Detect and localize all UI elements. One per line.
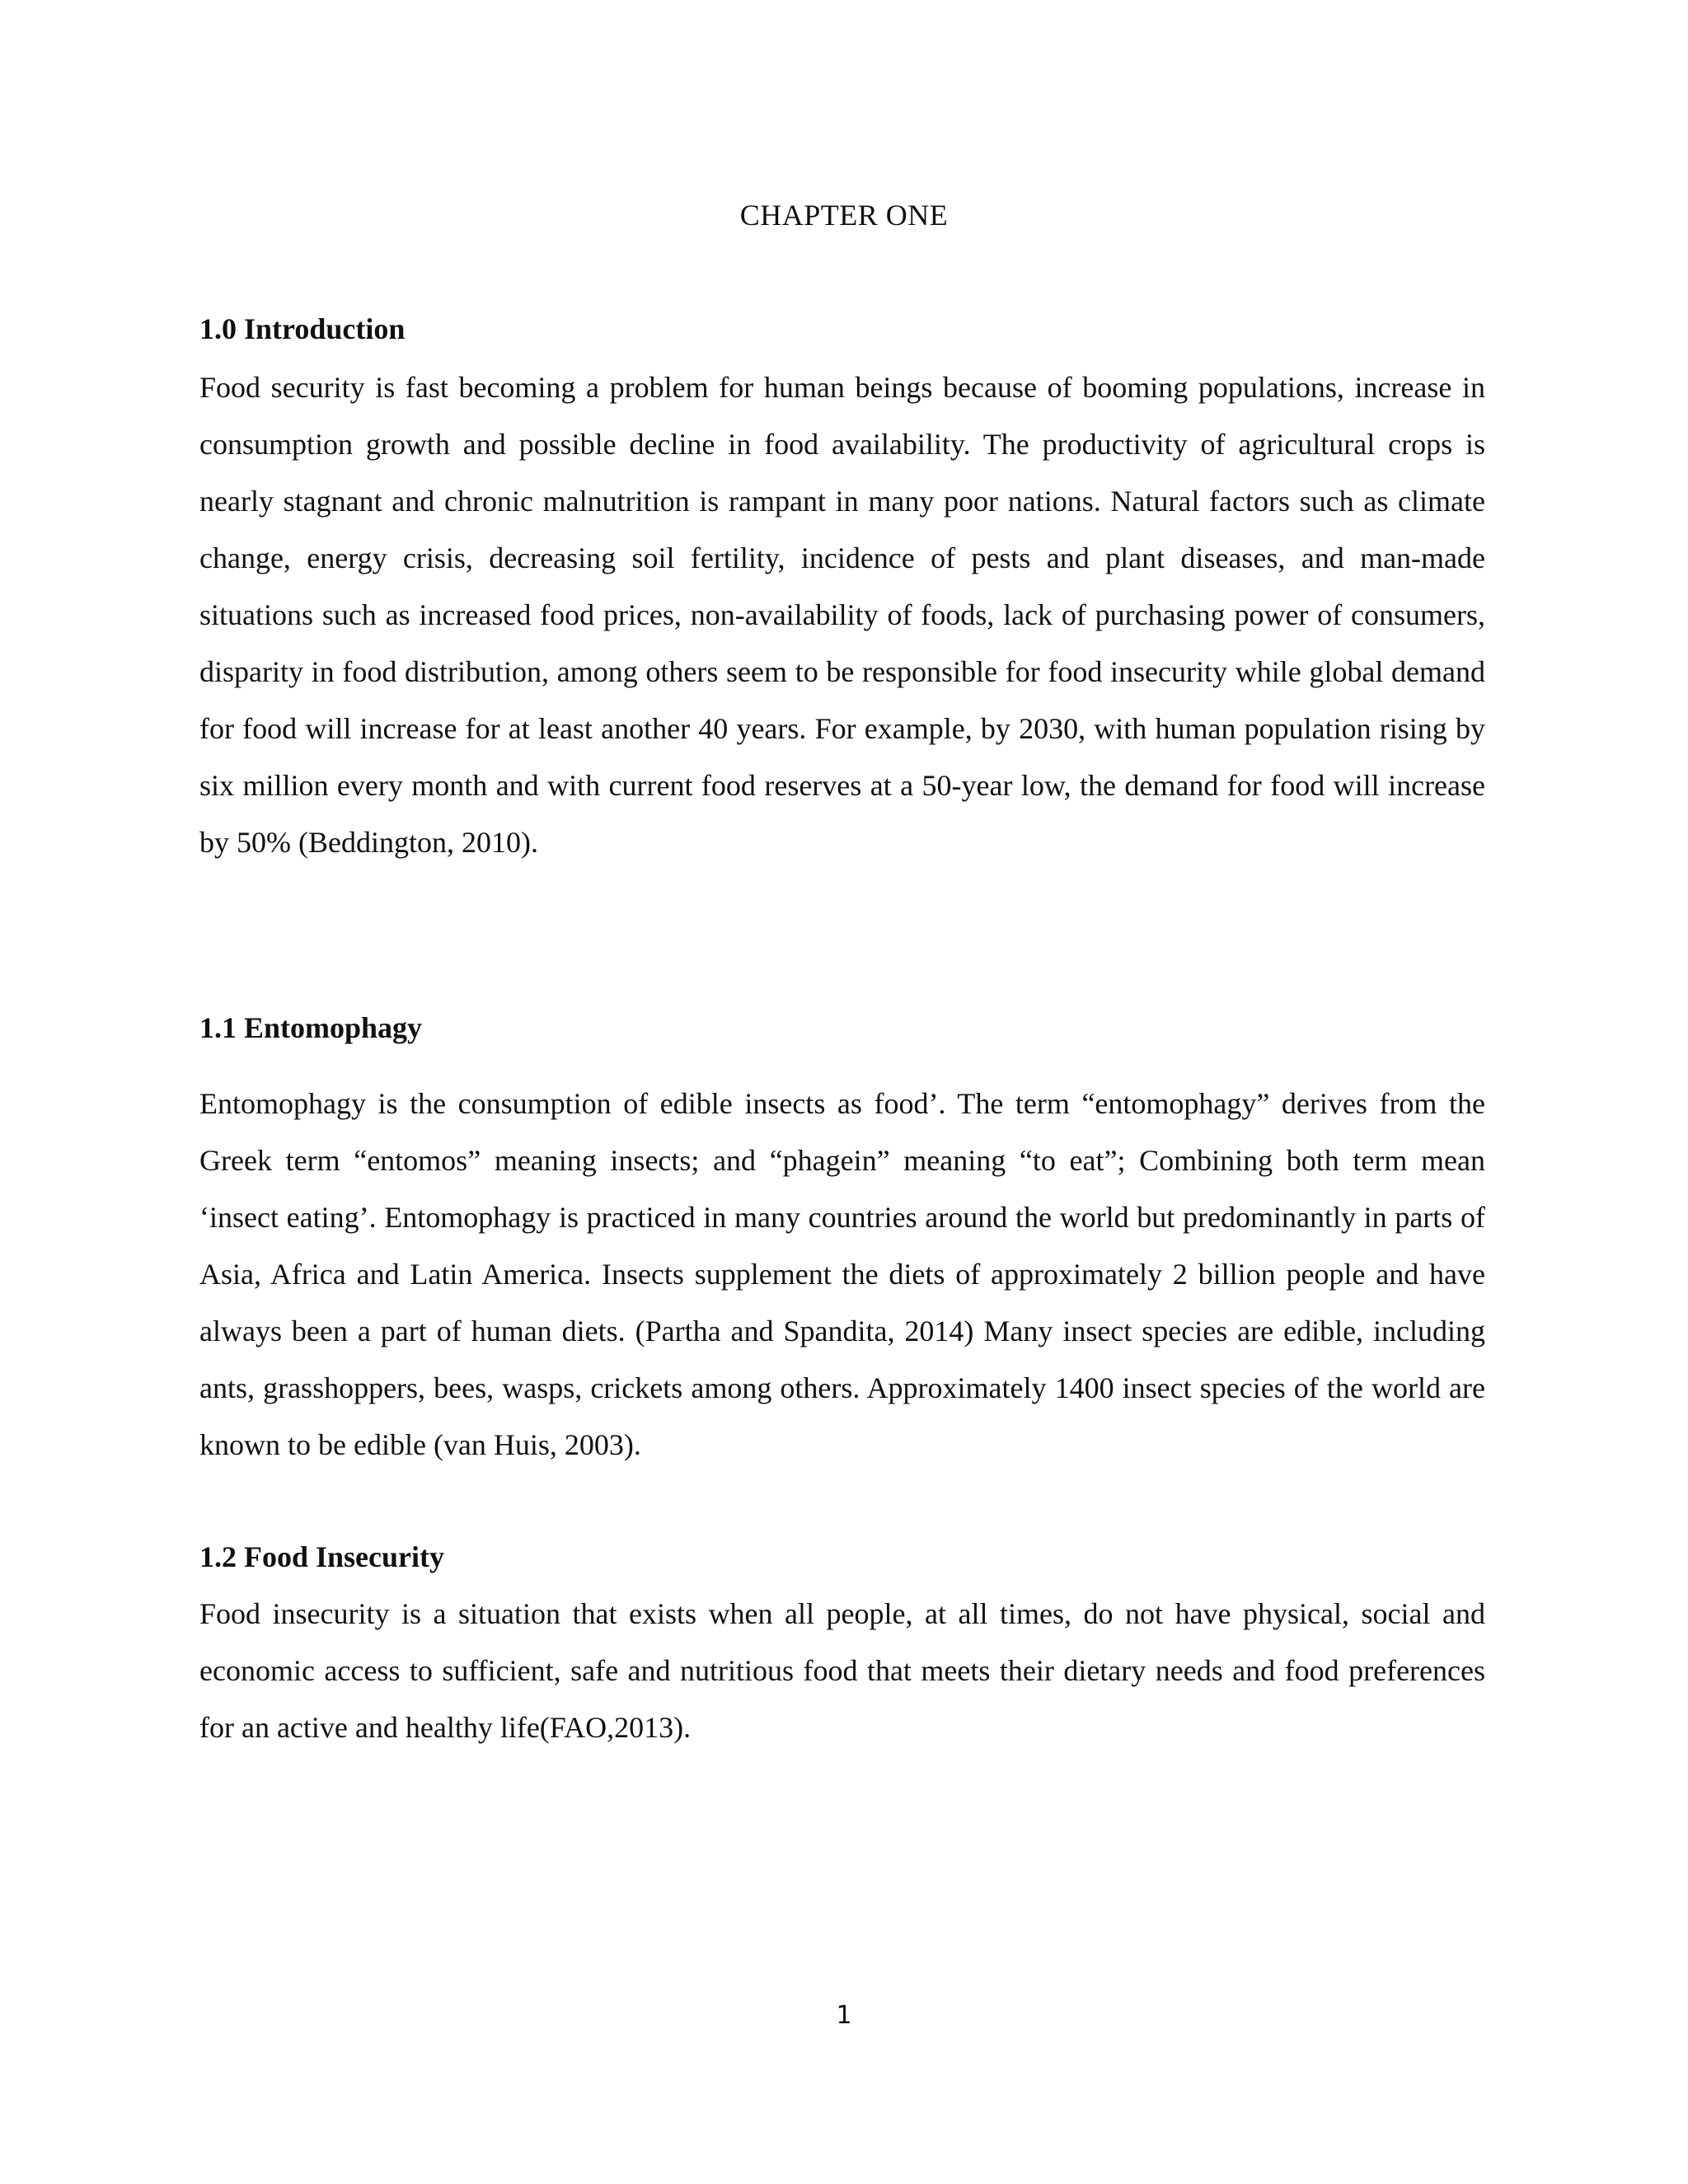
section-body-entomophagy: Entomophagy is the consumption of edible insects as food’. The term “entomophagy” derives from the Greek term “entomos” meaning insects; and “phagein” meaning “to eat”; Combining both term mean ‘insect eating’. Entomophagy is practiced in many countries around the world but predominantly in parts of Asia, Africa and Latin America. Insects supplement the diets of approximately 2 billion people and have always been a part of human diets. (Partha and Spandita, 2014) Many insect species are edible, including ants, grasshoppers, bees, wasps, crickets among others. Approximately 1400 insect species of the world are known to be edible (van Huis, 2003). [199,1087,1485,1461]
section-body-introduction: Food security is fast becoming a problem for human beings because of booming populations, increase in consumption growth and possible decline in food availability. The productivity of agricultural crops is nearly stagnant and chronic malnutrition is rampant in many poor nations. Natural factors such as climate change, energy crisis, decreasing soil fertility, incidence of pests and plant diseases, and man-made situations such as increased food prices, non-availability of foods, lack of purchasing power of consumers, disparity in food distribution, among others seem to be responsible for food insecurity while global demand for food will increase for at least another 40 years. For example, by 2030, with human population rising by six million every month and with current food reserves at a 50-year low, the demand for food will increase by 50% (Beddington, 2010). [199,371,1485,859]
section-body-food-insecurity: Food insecurity is a situation that exists when all people, at all times, do not have physical, social and economic access to sufficient, safe and nutritious food that meets their dietary needs and food preferences for an active and healthy life(FAO,2013). [199,1597,1485,1744]
section-heading-entomophagy: 1.1 Entomophagy [199,1011,423,1044]
section-heading-introduction: 1.0 Introduction [199,312,406,345]
chapter-title: CHAPTER ONE [739,199,949,232]
page-number: 1 [836,2001,852,2030]
section-heading-food-insecurity: 1.2 Food Insecurity [199,1540,444,1573]
